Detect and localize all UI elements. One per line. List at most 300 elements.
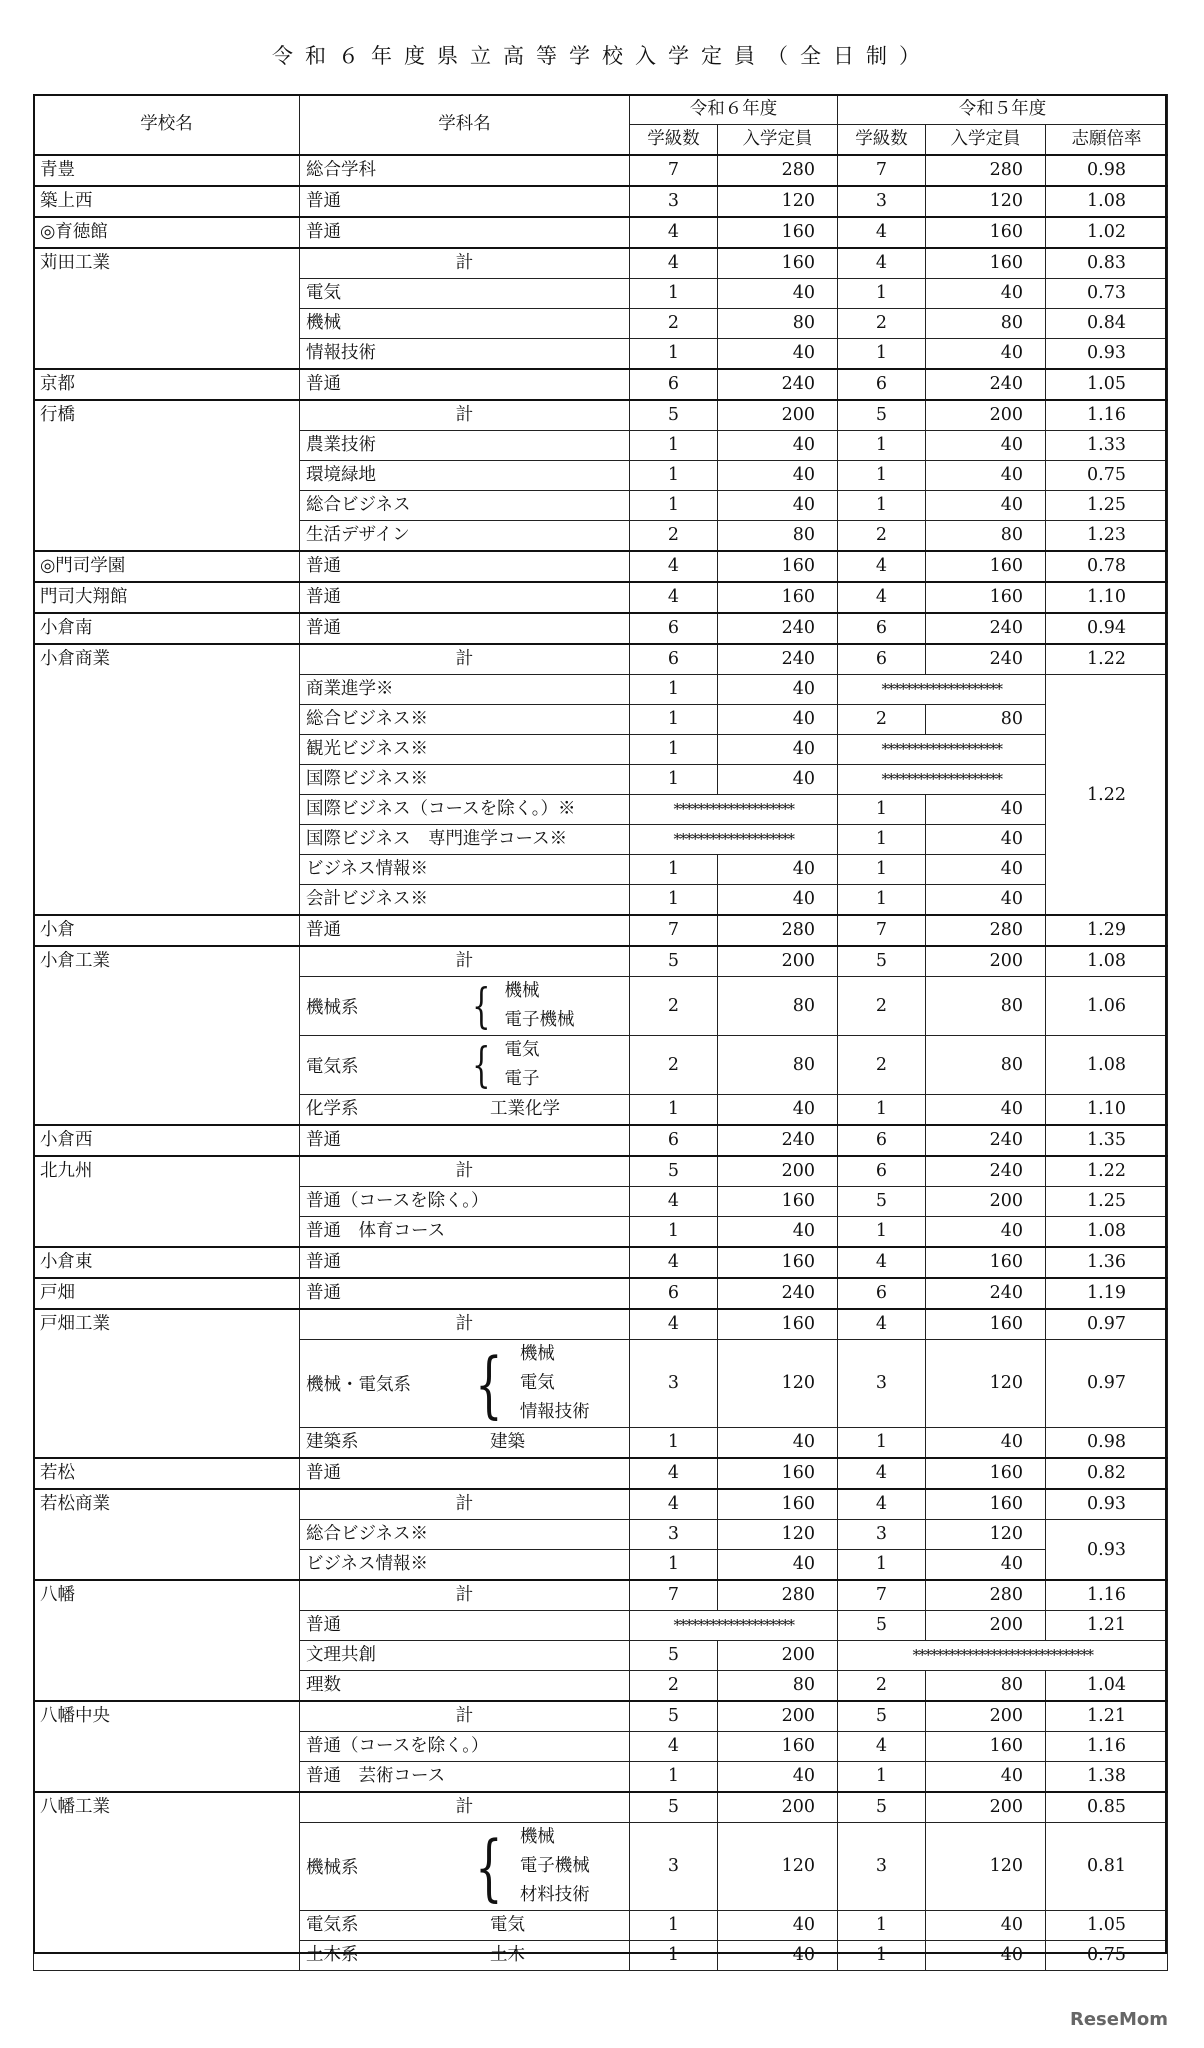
classes-r5: 7 [838,1580,926,1611]
classes-r5: 4 [838,1247,926,1278]
page-title: 令和６年度県立高等学校入学定員（全日制） [272,44,932,68]
classes-r5: 5 [838,1792,926,1823]
school-cell-empty [34,521,300,552]
capacity-r6: 40 [718,279,838,309]
school-name: ◎育徳館 [34,217,300,248]
header-dept: 学科名 [300,95,630,156]
capacity-r5: 240 [926,644,1046,675]
capacity-r5: 40 [926,491,1046,521]
table-row [34,582,1168,613]
ratio-value: 0.75 [1046,461,1168,491]
classes-r5: 1 [838,491,926,521]
classes-r6: 5 [630,946,718,977]
ratio-value: 0.98 [1046,1428,1168,1459]
header-capacity-r5: 入学定員 [926,125,1046,156]
capacity-r5: 120 [926,1520,1046,1550]
school-cell-empty [34,1671,300,1702]
capacity-r6: 40 [718,1941,838,1971]
capacity-r5: 160 [926,1247,1046,1278]
classes-r5: 6 [838,1156,926,1187]
ratio-value: 1.08 [1046,1217,1168,1248]
header-capacity-r6: 入学定員 [718,125,838,156]
school-cell-empty [34,765,300,795]
capacity-r5: 160 [926,1458,1046,1489]
dept-total: 計 [300,1580,630,1611]
capacity-r5: 200 [926,1701,1046,1732]
ratio-value: 1.29 [1046,915,1168,946]
classes-r5: 2 [838,1671,926,1702]
sub-dept-name: 機械 [519,1344,555,1364]
dept-name: 普通 [300,186,630,217]
classes-r6: 1 [630,1095,718,1126]
classes-r5: 1 [838,795,926,825]
dept-name: 普通 [300,217,630,248]
capacity-r5: 200 [926,1792,1046,1823]
classes-r6: 7 [630,915,718,946]
ratio-value: 1.05 [1046,369,1168,400]
capacity-r5: 80 [926,521,1046,552]
dept-subgroup [306,1941,623,1970]
capacity-r6: 40 [718,339,838,370]
capacity-r5: 80 [926,977,1046,1036]
capacity-r5: 280 [926,155,1046,186]
table-row [34,1428,1168,1459]
table-row [34,400,1168,431]
school-cell-empty [34,855,300,885]
capacity-r5: 40 [926,279,1046,309]
classes-r6: 2 [630,309,718,339]
school-name: 青豊 [34,155,300,186]
classes-r5: 2 [838,977,926,1036]
ratio-value: 1.19 [1046,1278,1168,1309]
capacity-r5: 80 [926,309,1046,339]
classes-r6: 1 [630,1428,718,1459]
dept-name: 電気 [300,279,630,309]
school-cell-empty [34,339,300,370]
dept-total: 計 [300,400,630,431]
ratio-value: 1.10 [1046,582,1168,613]
capacity-r6: 280 [718,1580,838,1611]
capacity-r5: 120 [926,186,1046,217]
brace-icon: { [472,978,491,1034]
school-cell-empty [34,1732,300,1762]
school-name: 小倉東 [34,1247,300,1278]
table-row [34,675,1168,705]
resemom-logo: ReseMom [1069,2009,1168,2030]
sub-dept-list [505,1036,540,1094]
dept-subgroup [306,977,623,1035]
classes-r5: 5 [838,400,926,431]
ratio-value: 1.10 [1046,1095,1168,1126]
capacity-r6: 160 [718,551,838,582]
classes-r6: 1 [630,735,718,765]
dept-total: 計 [300,1489,630,1520]
dept-name: 建築系 [306,1432,359,1452]
capacity-r5: 40 [926,795,1046,825]
ratio-value: 1.16 [1046,1580,1168,1611]
table-row [34,1458,1168,1489]
capacity-r5: 40 [926,461,1046,491]
classes-r6: 2 [630,521,718,552]
dept-subgroup [306,1428,623,1457]
classes-r5: 3 [838,186,926,217]
capacity-r5: 160 [926,1309,1046,1340]
dept-name: 普通（コースを除く。） [300,1732,630,1762]
ratio-value: 0.98 [1046,155,1168,186]
table-row [34,1671,1168,1702]
classes-r6: 4 [630,1458,718,1489]
capacity-r5: 120 [926,1340,1046,1428]
capacity-r5: 40 [926,1428,1046,1459]
capacity-r5: 200 [926,400,1046,431]
sub-dept-name: 材料技術 [519,1885,590,1905]
dept-name: 普通 [300,1458,630,1489]
classes-r6: 4 [630,551,718,582]
capacity-r5: 40 [926,1550,1046,1581]
ratio-value: 1.04 [1046,1671,1168,1702]
capacity-r6: 160 [718,217,838,248]
capacity-r5: 40 [926,1941,1046,1971]
table-row [34,644,1168,675]
table-row [34,735,1168,765]
table-row [34,946,1168,977]
capacity-r6: 40 [718,735,838,765]
admission-table [33,94,1168,1971]
capacity-r6: 120 [718,1823,838,1911]
ratio-value: 1.36 [1046,1247,1168,1278]
header-classes-r6: 学級数 [630,125,718,156]
classes-r5: 5 [838,1611,926,1641]
capacity-r5: 120 [926,1823,1046,1911]
table-row [34,795,1168,825]
dept-cell [300,1095,630,1126]
dept-name: 普通 [300,1611,630,1641]
table-row [34,248,1168,279]
ratio-value: 0.81 [1046,1823,1168,1911]
classes-r6: 6 [630,644,718,675]
capacity-r5: 40 [926,1911,1046,1941]
capacity-r6: 40 [718,675,838,705]
capacity-r5: 40 [926,885,1046,916]
ratio-value: 1.22 [1046,675,1168,916]
ratio-value: 0.93 [1046,339,1168,370]
school-cell-empty [34,309,300,339]
capacity-r5: 280 [926,915,1046,946]
ratio-value: 0.82 [1046,1458,1168,1489]
dept-name: 機械系 [306,1858,359,1878]
table-row [34,1550,1168,1581]
table-row [34,217,1168,248]
table-row [34,1611,1168,1641]
classes-r6: 1 [630,279,718,309]
classes-r5: 4 [838,1732,926,1762]
classes-r6: 1 [630,705,718,735]
dept-subgroup [306,1340,623,1427]
capacity-r6: 80 [718,309,838,339]
school-cell-empty [34,1762,300,1793]
ratio-value: 1.06 [1046,977,1168,1036]
capacity-r6: 160 [718,1458,838,1489]
school-name: 苅田工業 [34,248,300,279]
ratio-value: 0.78 [1046,551,1168,582]
school-cell-empty [34,431,300,461]
classes-r6: 3 [630,1340,718,1428]
capacity-r5: 40 [926,431,1046,461]
capacity-r6: 240 [718,1278,838,1309]
ratio-value: 1.22 [1046,1156,1168,1187]
classes-r5: 5 [838,1701,926,1732]
school-name: 小倉南 [34,613,300,644]
dept-name: 総合学科 [300,155,630,186]
capacity-r6: 280 [718,155,838,186]
capacity-r5: 200 [926,946,1046,977]
no-data-stars: ******************** [630,1611,838,1641]
no-data-stars: ******************** [838,675,1046,705]
dept-total: 計 [300,1792,630,1823]
capacity-r6: 200 [718,1701,838,1732]
school-cell-empty [34,1187,300,1217]
brace-icon: { [475,1341,503,1426]
capacity-r5: 200 [926,1187,1046,1217]
dept-total: 計 [300,1156,630,1187]
classes-r6: 3 [630,1823,718,1911]
classes-r5: 2 [838,1036,926,1095]
school-cell-empty [34,1550,300,1581]
dept-name: 観光ビジネス※ [300,735,630,765]
school-name: 八幡中央 [34,1701,300,1732]
capacity-r5: 40 [926,855,1046,885]
capacity-r6: 120 [718,1520,838,1550]
classes-r6: 1 [630,885,718,916]
sub-dept-name: 工業化学 [490,1099,560,1119]
dept-name: 環境緑地 [300,461,630,491]
school-name: 築上西 [34,186,300,217]
table-row [34,279,1168,309]
no-data-stars: ****************************** [838,1641,1168,1671]
classes-r6: 4 [630,248,718,279]
school-name: 小倉西 [34,1125,300,1156]
classes-r6: 6 [630,1278,718,1309]
classes-r5: 4 [838,1458,926,1489]
capacity-r6: 40 [718,705,838,735]
ratio-value: 0.97 [1046,1340,1168,1428]
dept-name: 農業技術 [300,431,630,461]
school-name: 若松商業 [34,1489,300,1520]
school-name: 小倉商業 [34,644,300,675]
classes-r6: 2 [630,1036,718,1095]
dept-name: 普通 体育コース [300,1217,630,1248]
header-ratio: 志願倍率 [1046,125,1168,156]
capacity-r5: 240 [926,1278,1046,1309]
capacity-r6: 40 [718,461,838,491]
capacity-r6: 160 [718,1489,838,1520]
table-row [34,1125,1168,1156]
school-cell-empty [34,1340,300,1428]
classes-r6: 4 [630,1309,718,1340]
classes-r6: 1 [630,1217,718,1248]
classes-r5: 5 [838,946,926,977]
dept-name: 情報技術 [300,339,630,370]
capacity-r6: 240 [718,1125,838,1156]
ratio-value: 0.75 [1046,1941,1168,1971]
school-name: 戸畑工業 [34,1309,300,1340]
school-cell-empty [34,705,300,735]
ratio-value: 1.21 [1046,1701,1168,1732]
classes-r6: 1 [630,1550,718,1581]
table-row [34,1247,1168,1278]
dept-name: 普通 [300,582,630,613]
table-body [34,155,1168,1971]
capacity-r6: 200 [718,1156,838,1187]
table-row [34,825,1168,855]
school-name: 八幡工業 [34,1792,300,1823]
capacity-r5: 40 [926,825,1046,855]
capacity-r5: 200 [926,1611,1046,1641]
classes-r5: 6 [838,1125,926,1156]
dept-name: 電気系 [306,1056,359,1077]
sub-dept-name: 電気 [519,1373,555,1393]
dept-subgroup [306,1911,623,1940]
capacity-r5: 40 [926,1217,1046,1248]
dept-name: 普通（コースを除く。） [300,1187,630,1217]
classes-r6: 4 [630,1247,718,1278]
school-name: 北九州 [34,1156,300,1187]
capacity-r5: 40 [926,1762,1046,1793]
dept-name: 機械 [300,309,630,339]
classes-r6: 7 [630,155,718,186]
capacity-r6: 280 [718,915,838,946]
ratio-value: 1.25 [1046,491,1168,521]
classes-r6: 3 [630,1520,718,1550]
table-row [34,1095,1168,1126]
classes-r5: 3 [838,1823,926,1911]
no-data-stars: ******************** [838,735,1046,765]
dept-name: 国際ビジネス 専門進学コース※ [300,825,630,855]
table-row [34,977,1168,1036]
capacity-r6: 160 [718,1732,838,1762]
classes-r6: 2 [630,977,718,1036]
table-row [34,1792,1168,1823]
classes-r5: 1 [838,1095,926,1126]
table-row [34,765,1168,795]
dept-name: 普通 [300,613,630,644]
classes-r6: 1 [630,491,718,521]
classes-r6: 2 [630,1671,718,1702]
capacity-r6: 80 [718,977,838,1036]
dept-total: 計 [300,1309,630,1340]
no-data-stars: ******************** [630,825,838,855]
header-classes-r5: 学級数 [838,125,926,156]
table-row [34,186,1168,217]
capacity-r5: 240 [926,1125,1046,1156]
dept-cell [300,1036,630,1095]
table-row [34,1823,1168,1911]
ratio-value: 1.02 [1046,217,1168,248]
ratio-value: 0.83 [1046,248,1168,279]
school-name: ◎門司学園 [34,551,300,582]
school-cell-empty [34,1217,300,1248]
classes-r6: 5 [630,400,718,431]
dept-cell [300,1911,630,1941]
school-cell-empty [34,1823,300,1911]
capacity-r6: 120 [718,186,838,217]
school-cell-empty [34,491,300,521]
ratio-value: 1.08 [1046,946,1168,977]
sub-dept-name: 電気 [490,1915,525,1935]
capacity-r5: 160 [926,1732,1046,1762]
dept-name: 機械・電気系 [306,1375,411,1395]
classes-r6: 6 [630,1125,718,1156]
table-row [34,1187,1168,1217]
capacity-r6: 40 [718,1428,838,1459]
dept-name: 総合ビジネス※ [300,705,630,735]
capacity-r6: 40 [718,1550,838,1581]
classes-r6: 5 [630,1701,718,1732]
capacity-r5: 160 [926,217,1046,248]
classes-r6: 5 [630,1641,718,1671]
table-row [34,915,1168,946]
dept-subgroup [306,1095,623,1124]
no-data-stars: ******************** [630,795,838,825]
school-cell-empty [34,1941,300,1971]
table-row [34,1641,1168,1671]
capacity-r6: 80 [718,1036,838,1095]
classes-r5: 6 [838,613,926,644]
capacity-r6: 160 [718,248,838,279]
classes-r6: 4 [630,582,718,613]
capacity-r5: 240 [926,613,1046,644]
dept-total: 計 [300,248,630,279]
table-row [34,369,1168,400]
classes-r6: 1 [630,431,718,461]
dept-name: 国際ビジネス※ [300,765,630,795]
classes-r6: 5 [630,1792,718,1823]
classes-r5: 1 [838,1550,926,1581]
classes-r6: 4 [630,217,718,248]
school-name: 若松 [34,1458,300,1489]
classes-r5: 4 [838,217,926,248]
school-cell-empty [34,461,300,491]
header-r6: 令和６年度 [630,95,838,125]
dept-total: 計 [300,1701,630,1732]
classes-r6: 4 [630,1732,718,1762]
ratio-value: 0.84 [1046,309,1168,339]
dept-name: 国際ビジネス（コースを除く。）※ [300,795,630,825]
ratio-value: 0.93 [1046,1489,1168,1520]
classes-r6: 1 [630,1762,718,1793]
capacity-r6: 200 [718,946,838,977]
classes-r5: 1 [838,825,926,855]
capacity-r6: 200 [718,400,838,431]
brace-icon: { [475,1824,503,1909]
dept-name: 生活デザイン [300,521,630,552]
classes-r6: 6 [630,369,718,400]
classes-r5: 1 [838,461,926,491]
school-name: 京都 [34,369,300,400]
capacity-r5: 160 [926,1489,1046,1520]
classes-r6: 1 [630,1911,718,1941]
header-school: 学校名 [34,95,300,156]
table-row [34,339,1168,370]
classes-r5: 4 [838,248,926,279]
table-row [34,551,1168,582]
table-row [34,1941,1168,1971]
school-name: 戸畑 [34,1278,300,1309]
classes-r6: 1 [630,675,718,705]
capacity-r6: 40 [718,1762,838,1793]
table-row [34,1489,1168,1520]
classes-r5: 6 [838,644,926,675]
